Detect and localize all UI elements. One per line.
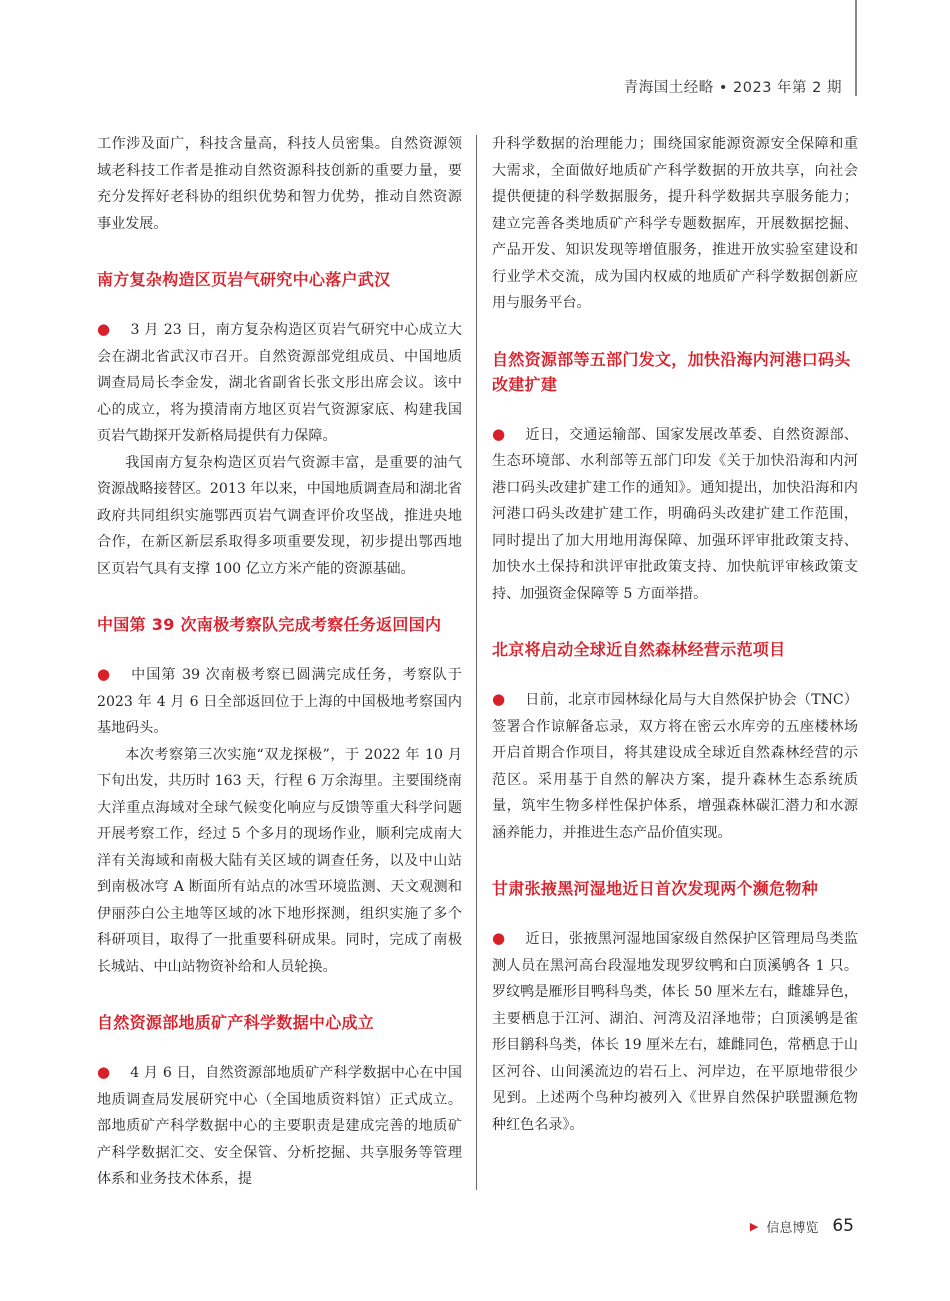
running-head: 青海国土经略 • 2023 年第 2 期 (623, 80, 842, 96)
triangle-right-icon: ▶ (749, 1219, 759, 1233)
bullet-icon: ● (97, 665, 112, 683)
article-lead-paragraph: ● 近日，交通运输部、国家发展改革委、自然资源部、生态环境部、水利部等五部门印发《关于加快沿海和内河港口码头改建扩建工作的通知》。通知提出，加快沿海和内河港口码头改建扩建工作，明确码头改建扩建工作范围，同时提出了加大用地用海保障、加强环评审批政策支持、加快水土保持和洪评审批政策支持、加快航评审核政策支持、加强资金保障等 5 方面举措。 (492, 424, 859, 602)
article-lead-paragraph: ● 4 月 6 日，自然资源部地质矿产科学数据中心在中国地质调查局发展研究中心（全国地质资料馆）正式成立。部地质矿产科学数据中心的主要职责是建成完善的地质矿产科学数据汇交、安全保管、分析挖掘、共享服务等管理体系和业务技术体系，提 (97, 1063, 462, 1187)
article-lead-paragraph: ● 近日，张掖黑河湿地国家级自然保护区管理局鸟类监测人员在黑河高台段湿地发现罗纹鸭和白顶溪鸲各 1 只。罗纹鸭是雁形目鸭科鸟类，体长 50 厘米左右，雌雄异色，主要栖息于江河、湖泊、河湾及沼泽地带；白顶溪鸲是雀形目鹟科鸟类，体长 19 厘米左右，雄雌同色，常栖息于山区河谷、山间溪流边的岩石上、河岸边，在平原地带很少见到。上述两个鸟种均被列入《世界自然保护联盟濒危物种红色名录》。 (492, 929, 859, 1133)
intro-paragraph: 工作涉及面广，科技含量高，科技人员密集。自然资源领域老科技工作者是推动自然资源科技创新的重要力量，要充分发挥好老科协的组织优势和智力优势，推动自然资源事业发展。 (97, 136, 462, 232)
article-heading: 甘肃张掖黑河湿地近日首次发现两个濒危物种 (492, 879, 819, 898)
right-column (492, 131, 858, 1138)
page-number: 65 (832, 1216, 854, 1236)
article-heading: 北京将启动全球近自然森林经营示范项目 (492, 640, 786, 659)
article-heading: 自然资源部地质矿产科学数据中心成立 (97, 1013, 375, 1032)
article-lead-paragraph: ● 中国第 39 次南极考察已圆满完成任务，考察队于 2023 年 4 月 6 日全部返回位于上海的中国极地考察国内基地码头。 (97, 665, 462, 736)
page-footer (750, 1216, 854, 1236)
article-lead-paragraph: ● 日前，北京市园林绿化局与大自然保护协会（TNC）签署合作谅解备忘录，双方将在密云水库旁的五座楼林场开启首期合作项目，将其建设成全球近自然森林经营的示范区。采用基于自然的解决方案，提升森林生态系统质量，筑牢生物多样性保护体系，增强森林碳汇潜力和水源涵养能力，并推进生态产品价值实现。 (492, 690, 859, 841)
column-divider (476, 135, 477, 1190)
continued-paragraph: 升科学数据的治理能力；围绕国家能源资源安全保障和重大需求，全面做好地质矿产科学数据的开放共享，向社会提供便捷的科学数据服务，提升科学数据共享服务能力；建立完善各类地质矿产科学专题数据库，开展数据挖掘、产品开发、知识发现等增值服务，推进开放实验室建设和行业学术交流，成为国内权威的地质矿产科学数据创新应用与服务平台。 (492, 136, 858, 311)
bullet-icon: ● (492, 929, 506, 947)
article-heading: 中国第 39 次南极考察队完成考察任务返回国内 (97, 615, 442, 634)
bullet-icon: ● (492, 690, 506, 708)
bullet-icon: ● (492, 424, 506, 443)
top-vertical-rule (855, 0, 857, 96)
article-heading: 南方复杂构造区页岩气研究中心落户武汉 (97, 270, 391, 289)
article-paragraph: 本次考察第三次实施“双龙探极”，于 2022 年 10 月下旬出发，共历时 163 天，行程 6 万余海里。主要围绕南大洋重点海域对全球气候变化响应与反馈等重大科学问题开展考察工作，经过 5 个多月的现场作业，顺利完成南大洋有关海域和南极大陆有关区域的调查任务，以及中山站到南极冰穹 A 断面所有站点的冰雪环境监测、天文观测和伊丽莎白公主地等区域的冰下地形探测，组织实施了多个科研项目，取得了一批重要科研成果。同时，完成了南极长城站、中山站物资补给和人员轮换。 (97, 746, 462, 975)
article-heading: 自然资源部等五部门发文，加快沿海内河港口码头改建扩建 (492, 349, 851, 394)
left-column (97, 131, 462, 1193)
bullet-icon: ● (97, 1063, 111, 1081)
article-lead-paragraph: ● 3 月 23 日，南方复杂构造区页岩气研究中心成立大会在湖北省武汉市召开。自然资源部党组成员、中国地质调查局局长李金发，湖北省副省长张文彤出席会议。该中心的成立，将为摸清南方地区页岩气资源家底、构建我国页岩气勘探开发新格局提供有力保障。 (97, 320, 462, 444)
bullet-icon: ● (97, 320, 111, 338)
footer-section-name: 信息博览 (766, 1220, 819, 1236)
article-paragraph: 我国南方复杂构造区页岩气资源丰富，是重要的油气资源战略接替区。2013 年以来，中国地质调查局和湖北省政府共同组织实施鄂西页岩气调查评价攻坚战，推进央地合作，在新区新层系取得多项重要发现，初步提出鄂西地区页岩气具有支撑 100 亿立方米产能的资源基础。 (97, 454, 462, 577)
